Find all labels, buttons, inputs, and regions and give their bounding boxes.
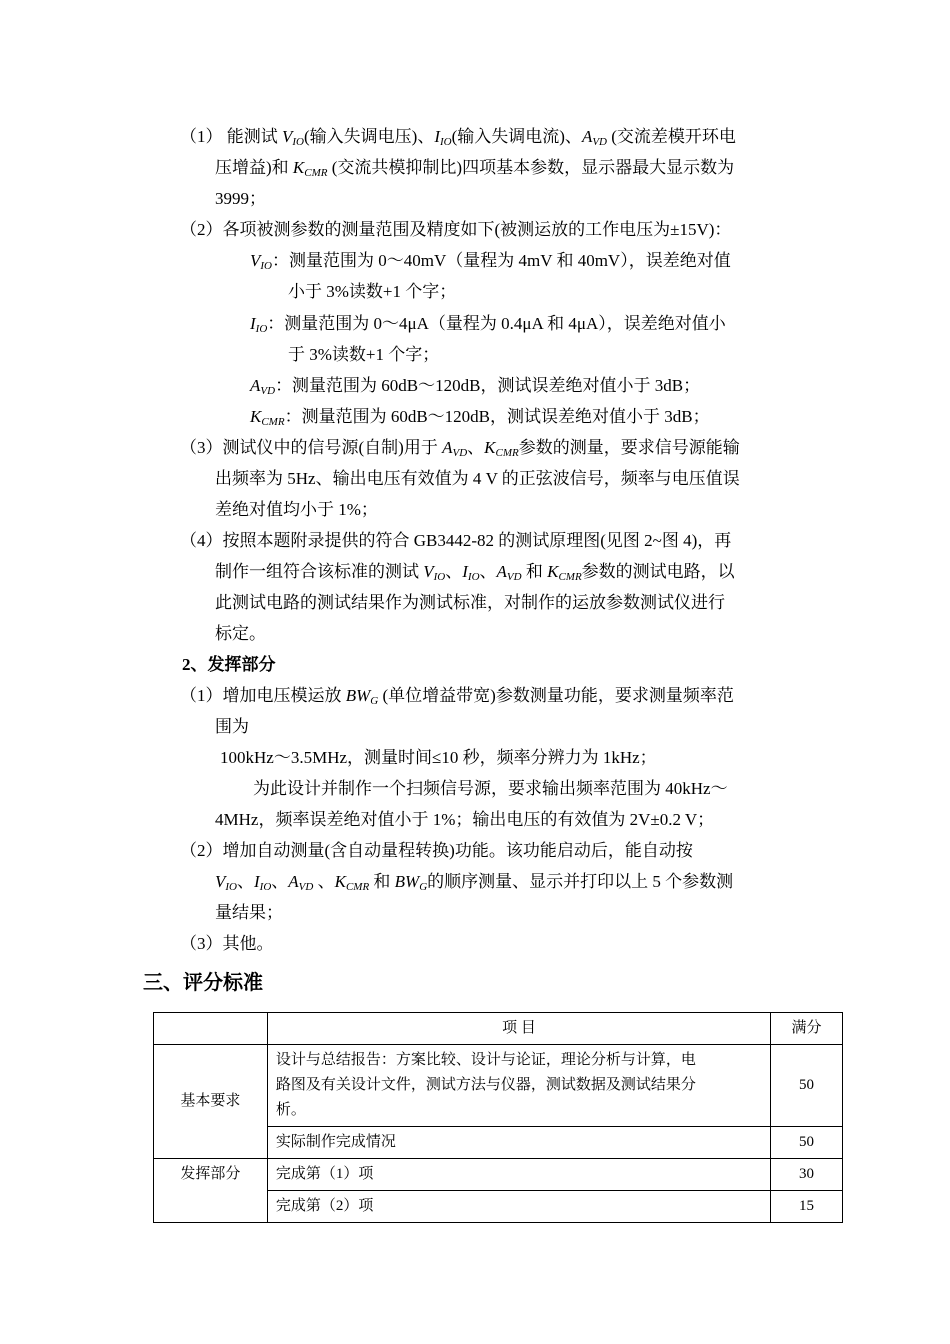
ext-item-1-score-cell: 30 — [771, 1159, 843, 1191]
symbol: V — [423, 562, 434, 581]
symbol: I — [254, 872, 260, 891]
text: 、 — [467, 438, 485, 457]
basic-item-1-line-1 — [180, 126, 736, 148]
text: 、 — [479, 562, 497, 581]
symbol: K — [484, 438, 496, 457]
symbol: I — [434, 127, 440, 146]
subscript: VD — [506, 571, 522, 583]
text: ：测量范围为 60dB～120dB，测试误差绝对值小于 3dB； — [275, 376, 701, 395]
iio-spec-cont: 于 3%读数+1 个字； — [288, 345, 440, 364]
subscript: CMR — [304, 167, 328, 179]
text: ：测量范围为 0～40mV（量程为 4mV 和 40mV），误差绝对值 — [272, 251, 731, 270]
basic-item-4-line-1: （4）按照本题附录提供的符合 GB3442-82 的测试原理图(见图 2~图 4)，再 — [180, 531, 732, 550]
subscript: IO — [433, 571, 446, 583]
basic-item-3-line-1 — [180, 437, 740, 459]
report-item-line: 设计与总结报告：方案比较、设计与论证，理论分析与计算，电 — [275, 1052, 696, 1068]
basic-requirements-group-cell: 基本要求 — [154, 1045, 268, 1159]
report-item-line: 析。 — [275, 1102, 306, 1118]
subscript: CMR — [558, 571, 582, 583]
text: 、 — [237, 872, 254, 891]
scoring-table — [153, 1012, 843, 1223]
ext-item-2-line-3: 量结果； — [215, 903, 283, 922]
text: (输入失调电流)、 — [451, 127, 582, 146]
report-item-line: 路图及有关设计文件，测试方法与仪器，测试数据及测试结果分 — [275, 1077, 696, 1093]
header-blank-cell — [154, 1013, 268, 1045]
text: 的顺序测量、显示并打印以上 5 个参数测 — [427, 872, 734, 891]
subscript: VD — [452, 447, 468, 459]
text: 、 — [271, 872, 289, 891]
ext-item-2-score-cell: 15 — [771, 1191, 843, 1223]
extension-group-cell: 发挥部分 — [154, 1159, 268, 1223]
symbol: K — [292, 158, 305, 177]
text: (交流共模抑制比)四项基本参数，显示器最大显示数为 — [327, 158, 735, 177]
ext-item-1-line-1 — [180, 685, 734, 707]
symbol: K — [547, 562, 559, 581]
section-heading-extension: 2、发挥部分 — [182, 655, 276, 674]
subscript: VD — [298, 881, 314, 893]
header-item-cell: 项 目 — [267, 1013, 770, 1045]
ext-item-3-line-1: （3）其他。 — [180, 934, 274, 953]
subscript: CMR — [495, 447, 519, 459]
basic-item-3-line-3: 差绝对值均小于 1%； — [215, 500, 378, 519]
report-score-cell: 50 — [771, 1045, 843, 1127]
symbol: K — [334, 872, 346, 891]
text: ：测量范围为 60dB～120dB，测试误差绝对值小于 3dB； — [284, 407, 710, 426]
text: （1）增加电压模运放 — [180, 686, 346, 705]
vio-spec — [250, 250, 731, 272]
basic-item-4-line-4: 标定。 — [215, 624, 266, 643]
fabrication-item-cell: 实际制作完成情况 — [267, 1127, 770, 1159]
symbol: V — [215, 872, 226, 891]
symbol: A — [250, 376, 261, 395]
text: 制作一组符合该标准的测试 — [215, 562, 424, 581]
header-score-cell: 满分 — [771, 1013, 843, 1045]
basic-item-1-line-3: 3999； — [215, 189, 266, 208]
iio-spec — [250, 313, 726, 335]
ext-item-1-cell: 完成第（1）项 — [267, 1159, 770, 1191]
symbol: A — [496, 562, 507, 581]
symbol: A — [288, 872, 299, 891]
subscript: VD — [260, 385, 276, 397]
basic-item-4-line-2 — [215, 561, 735, 583]
symbol: K — [250, 407, 262, 426]
text: 、 — [445, 562, 463, 581]
vio-spec-cont: 小于 3%读数+1 个字； — [288, 282, 457, 301]
symbol: BW — [394, 872, 420, 891]
kcmr-spec — [250, 406, 710, 428]
table-header-row — [154, 1013, 843, 1045]
text: 、 — [313, 872, 335, 891]
text: 参数的测量，要求信号源能输 — [518, 438, 740, 457]
avd-spec — [250, 375, 700, 397]
report-item-cell — [267, 1045, 770, 1127]
symbol: A — [581, 127, 593, 146]
text: （3）测试仪中的信号源(自制)用于 — [180, 438, 443, 457]
ext-item-2-cell: 完成第（2）项 — [267, 1191, 770, 1223]
text: (单位增益带宽)参数测量功能，要求测量频率范 — [378, 686, 734, 705]
symbol: I — [462, 562, 468, 581]
subscript: CMR — [345, 881, 370, 893]
subscript: IO — [440, 136, 452, 148]
text: ：测量范围为 0～4μA（量程为 0.4μA 和 4μA），误差绝对值小 — [267, 314, 726, 333]
basic-item-4-line-3: 此测试电路的测试结果作为测试标准，对制作的运放参数测试仪进行 — [215, 593, 725, 612]
subscript: G — [370, 695, 379, 707]
subscript: IO — [259, 881, 272, 893]
subscript: G — [419, 881, 428, 893]
basic-item-3-line-2: 出频率为 5Hz、输出电压有效值为 4 V 的正弦波信号，频率与电压值误 — [215, 469, 740, 488]
ext-item-1-line-2: 围为 — [215, 717, 249, 736]
table-row — [154, 1159, 843, 1191]
scoring-heading: 三、评分标准 — [143, 972, 263, 994]
fabrication-score-cell: 50 — [771, 1127, 843, 1159]
text: 和 — [369, 872, 395, 891]
ext-item-2-line-2 — [215, 871, 733, 893]
symbol: V — [250, 251, 261, 270]
subscript: CMR — [261, 416, 285, 428]
text: (输入失调电压)、 — [304, 127, 435, 146]
text: 和 — [521, 562, 548, 581]
text: (交流差模开环电 — [607, 127, 736, 146]
symbol: A — [442, 438, 453, 457]
symbol: I — [250, 314, 256, 333]
subscript: IO — [255, 323, 268, 335]
subscript: IO — [260, 260, 272, 272]
text: 参数的测试电路，以 — [581, 562, 735, 581]
ext-item-1-line-4: 为此设计并制作一个扫频信号源，要求输出频率范围为 40kHz～ — [253, 779, 728, 798]
text: （1） 能测试 — [180, 127, 282, 146]
subscript: IO — [467, 571, 480, 583]
subscript: IO — [225, 881, 237, 893]
subscript: VD — [592, 136, 607, 148]
symbol: BW — [345, 686, 371, 705]
basic-item-1-line-2 — [215, 157, 734, 179]
ext-item-1-line-5: 4MHz，频率误差绝对值小于 1%；输出电压的有效值为 2V±0.2 V； — [215, 810, 715, 829]
table-row — [154, 1045, 843, 1127]
ext-item-2-line-1: （2）增加自动测量(含自动量程转换)功能。该功能启动后，能自动按 — [180, 841, 693, 860]
text: 压增益)和 — [215, 158, 293, 177]
ext-item-1-line-3: 100kHz～3.5MHz，测量时间≤10 秒，频率分辨力为 1kHz； — [220, 748, 657, 767]
symbol: V — [282, 127, 293, 146]
subscript: IO — [292, 136, 304, 148]
basic-item-2-line-1: （2）各项被测参数的测量范围及精度如下(被测运放的工作电压为±15V)： — [180, 220, 732, 239]
